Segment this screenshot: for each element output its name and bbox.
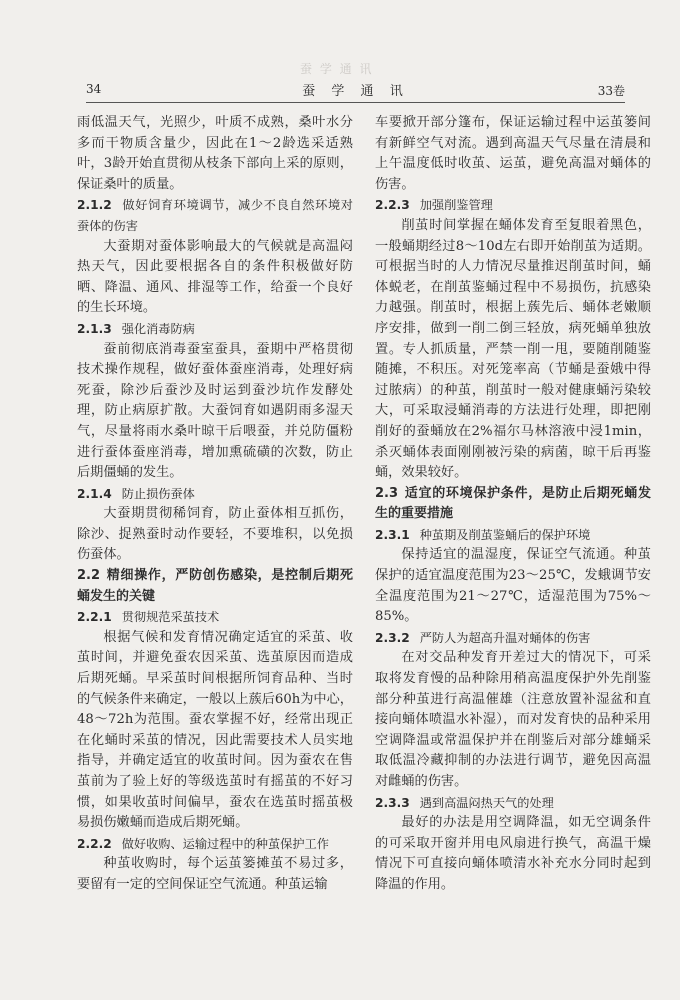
bleed-through-header: 蚕 学 通 讯 [300, 62, 374, 76]
page-header [86, 78, 625, 103]
heading-number: 2.1.3 [77, 321, 112, 336]
paragraph: 最好的办法是用空调降温，如无空调条件的可采取开窗并用电风扇进行换气，高温干燥情况下可直接向蛹体喷清水补充水分同时起到降温的作用。 [375, 815, 651, 892]
heading-number: 2.1.4 [77, 486, 112, 501]
right-column [375, 113, 651, 896]
subsection-heading [77, 319, 353, 340]
paragraph: 种茧收购时，每个运茧篓摊茧不易过多，要留有一定的空间保证空气流通。种茧运输 [77, 856, 353, 892]
heading-number: 2.2.3 [375, 198, 410, 213]
heading-text: 防止损伤蚕体 [121, 486, 195, 501]
journal-title: 蚕 学 通 讯 [302, 84, 409, 99]
subsection-heading [375, 195, 651, 216]
heading-text: 贯彻规范采茧技术 [121, 610, 220, 625]
subsection-heading [77, 484, 353, 505]
heading-text: 做好饲育环境调节，减少不良自然环境对蚕体的伤害 [77, 198, 353, 233]
heading-number: 2.3.3 [375, 795, 410, 810]
heading-number: 2.1.2 [77, 198, 112, 213]
paragraph: 车要掀开部分篷布，保证运输过程中运茧篓间有新鲜空气对流。遇到高温天气尽量在清晨和上午温度低时收茧、运茧，避免高温对蛹体的伤害。 [375, 115, 651, 192]
heading-text: 做好收购、运输过程中的种茧保护工作 [121, 836, 329, 851]
paragraph: 蚕前彻底消毒蚕室蚕具，蚕期中严格贯彻技术操作规程，做好蚕体蚕座消毒，处理好病死蚕，除沙后蚕沙及时运到蚕沙坑作发酵处理，防止病原扩散。大蚕饲育如遇阴雨多湿天气，尽量将雨水桑叶晾干后喂蚕，并兑防僵粉进行蚕体蚕座消毒，增加熏硫磺的次数，防止后期僵蛹的发生。 [77, 341, 353, 481]
heading-number: 2.3 [375, 485, 399, 501]
heading-text: 严防人为超高升温对蛹体的伤害 [419, 630, 591, 645]
paragraph: 大蚕期贯彻稀饲育，防止蚕体相互抓伤，除沙、捉熟蚕时动作要轻，不要堆积，以免损伤蚕体。 [77, 506, 353, 563]
paragraph: 保持适宜的温湿度，保证空气流通。种茧保护的适宜温度范围为23～25℃，发蛾调节安全温度范围为21～27℃，适湿范围为75%～85%。 [375, 547, 651, 625]
paragraph: 大蚕期对蚕体影响最大的气候就是高温闷热天气，因此要根据各自的条件积极做好防晒、降温、通风、排湿等工作，给蚕一个良好的生长环境。 [77, 238, 353, 316]
subsection-heading [77, 195, 353, 236]
heading-text: 遇到高温闷热天气的处理 [419, 795, 554, 810]
subsection-heading [375, 793, 651, 814]
heading-number: 2.3.1 [375, 527, 410, 542]
heading-text: 加强削鉴管理 [419, 198, 493, 213]
heading-number: 2.2 [77, 568, 101, 584]
paragraph: 在对交品种发育开差过大的情况下，可采取将发育慢的品种除用稍高温度保护外先削鉴部分种茧进行高温催雄（注意放置补湿盆和直接向蛹体喷温水补湿），而对发育快的品种采用空调降温或常温保护并在削鉴后对部分雄蛹采取低温冷藏抑制的办法进行调节，避免因高温对雌蛹的伤害。 [375, 650, 651, 789]
heading-text: 适宜的环境保护条件，是防止后期死蛹发生的重要措施 [375, 485, 651, 522]
heading-number: 2.2.1 [77, 610, 112, 625]
heading-text: 精细操作，严防创伤感染，是控制后期死蛹发生的关键 [77, 568, 353, 604]
left-column [77, 113, 353, 896]
heading-number: 2.2.2 [77, 836, 112, 851]
subsection-heading [77, 607, 353, 628]
paragraph: 根据气候和发育情况确定适宜的采茧、收茧时间，并避免蚕农因采茧、选茧原因而造成后期死蛹。早采茧时间根据所饲育品种、当时的气候条件来确定，一般以上蔟后60h为中心，48～72h为范围。蚕农掌握不好，经常出现正在化蛹时采茧的情况，因此需要技术人员实地指导，并确定适宜的收茧时间。因为蚕农在售茧前为了验上好的等级选茧时有摇茧的不好习惯，如果收茧时间偏早，蚕农在选茧时摇茧极易损伤嫩蛹而造成后期死蛹。 [77, 629, 353, 831]
heading-number: 2.3.2 [375, 630, 410, 645]
heading-text: 强化消毒防病 [121, 321, 195, 336]
subsection-heading [375, 628, 651, 649]
section-heading [77, 566, 353, 607]
subsection-heading [77, 834, 353, 855]
subsection-heading [375, 525, 651, 546]
paragraph: 雨低温天气，光照少，叶质不成熟，桑叶水分多而干物质含量少，因此在1～2龄选采适熟叶，3龄开始直贯彻从枝条下部向上采的原则，保证桑叶的质量。 [77, 115, 353, 192]
section-heading [375, 484, 651, 525]
heading-text: 种茧期及削茧鉴蛹后的保护环境 [419, 527, 591, 542]
page-number: 34 [86, 82, 102, 96]
paragraph: 削茧时间掌握在蛹体发育至复眼着黑色，一般蛹期经过8～10d左右即开始削茧为适期。可根据当时的人力情况尽量推迟削茧时间，蛹体蜕老，在削茧鉴蛹过程中不易损伤，抗感染力越强。削茧时，根据上蔟先后、蛹体老嫩顺序安排，做到一削二倒三轻放，病死蛹单独放置。专人抓质量，严禁一削一甩，要随削随鉴随摊，不积压。对死笼率高（节蛹是蚕娥中得过脓病）的种茧，削茧时一般对健康蛹污染较大，可采取浸蛹消毒的方法进行处理，即把刚削好的蚕蛹放在2%福尔马林溶液中浸1min，杀灭蛹体表面刚刚被污染的病菌，晾干后再鉴蛹，效果较好。 [375, 217, 651, 481]
volume-label: 33卷 [597, 84, 625, 98]
